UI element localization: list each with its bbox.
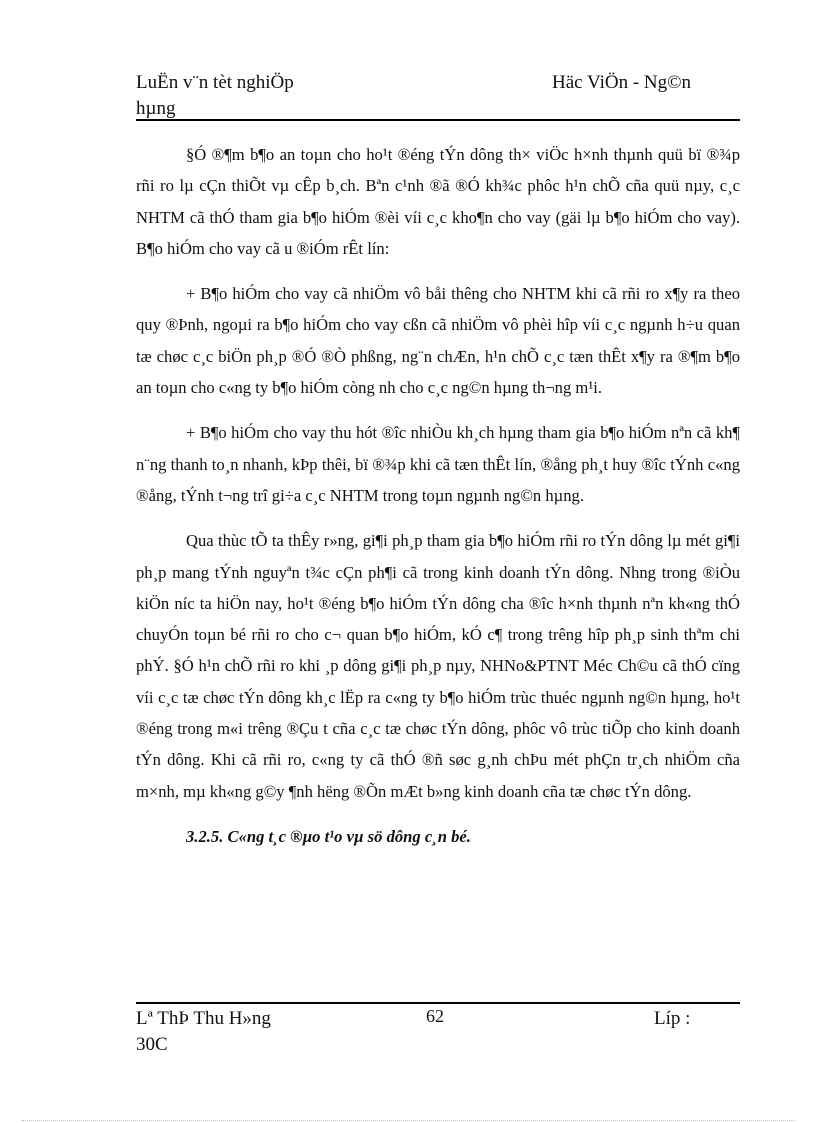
footer-class-code: 30C <box>136 1034 168 1055</box>
paragraph-1: §Ó ®¶m b¶o an toµn cho ho¹t ®éng tÝn dông th× viÖc h×nh thµnh quü bï ®¾p rñi ro lµ cÇn thiÕt vµ cÊp b¸ch. Bªn c¹nh ®ã ®Ó kh¾c phôc h¹n chÕ cña quü nµy, c¸c NHTM cã thÓ tham gia b¶o hiÓm ®èi víi c¸c kho¶n cho vay (gäi lµ b¶o hiÓm cho vay). B¶o hiÓm cho vay cã u ®iÓm rÊt lín: <box>136 145 740 258</box>
header-left-line1: LuËn v¨n tèt nghiÖp <box>136 72 294 93</box>
page-bottom-divider <box>22 1120 794 1121</box>
header-rule <box>136 119 740 121</box>
footer-author: Lª ThÞ Thu H»ng <box>136 1008 271 1029</box>
header-left <box>136 70 396 122</box>
section-heading: 3.2.5. C«ng t¸c ®µo t¹o vµ sö dông c¸n bé. <box>186 826 471 846</box>
body-text <box>136 139 740 852</box>
header-right: Häc ViÖn - Ng©n <box>552 72 692 93</box>
footer-left <box>136 1006 271 1058</box>
paragraph-3: + B¶o hiÓm cho vay thu hót ®îc nhiÒu kh¸ch hµng tham gia b¶o hiÓm nªn cã kh¶ n¨ng thanh to¸n nhanh, kÞp thêi, bï ®¾p khi cã tæn thÊt lín, ®ång ph¸t huy ®îc tÝnh c«ng ®ång, tÝnh t¬ng trî gi÷a c¸c NHTM trong toµn ngµnh ng©n hµng. <box>136 423 740 505</box>
paragraph-4: Qua thùc tÕ ta thÊy r»ng, gi¶i ph¸p tham gia b¶o hiÓm rñi ro tÝn dông lµ mét gi¶i ph¸p mang tÝnh nguyªn t¾c cÇn ph¶i cã trong kinh doanh tÝn dông. Nhng trong ®iÒu kiÖn níc ta hiÖn nay, ho¹t ®éng b¶o hiÓm tÝn dông cha ®îc h×nh thµnh nªn kh«ng thÓ chuyÓn toµn bé rñi ro cho c¬ quan b¶o hiÓm, kÓ c¶ trong trêng hîp ph¸p sinh thªm chi phÝ. §Ó h¹n chÕ rñi ro khi ¸p dông gi¶i ph¸p nµy, NHNo&PTNT Méc Ch©u cã thÓ cïng víi c¸c tæ chøc tÝn dông kh¸c lËp ra c«ng ty b¶o hiÓm trùc thuéc ngµnh ng©n hµng, ho¹t ®éng trong m«i trêng ®Çu t cña c¸c tæ chøc tÝn dông, phôc vô trùc tiÕp cho kinh doanh tÝn dông. Khi cã rñi ro, c«ng ty cã thÓ ®ñ søc g¸nh chÞu mét phÇn tr¸ch nhiÖm cña m×nh, mµ kh«ng g©y ¶nh hëng ®Õn mÆt b»ng kinh doanh cña tæ chøc tÝn dông. <box>136 531 740 801</box>
footer-right: Líp : <box>654 1008 691 1029</box>
paragraph-2: + B¶o hiÓm cho vay cã nhiÖm vô båi thêng cho NHTM khi cã rñi ro x¶y ra theo quy ®Þnh, ngoµi ra b¶o hiÓm cho vay cßn cã nhiÖm vô phèi hîp víi c¸c ngµnh h÷u quan tæ chøc c¸c biÖn ph¸p ®Ó ®Ò phßng, ng¨n chÆn, h¹n chÕ c¸c tæn thÊt x¶y ra ®¶m b¶o an toµn cho c«ng ty b¶o hiÓm còng nh cho c¸c ng©n hµng th¬ng m¹i. <box>136 284 740 398</box>
header-left-line2: hµng <box>136 98 176 119</box>
page-number: 62 <box>426 1006 444 1026</box>
